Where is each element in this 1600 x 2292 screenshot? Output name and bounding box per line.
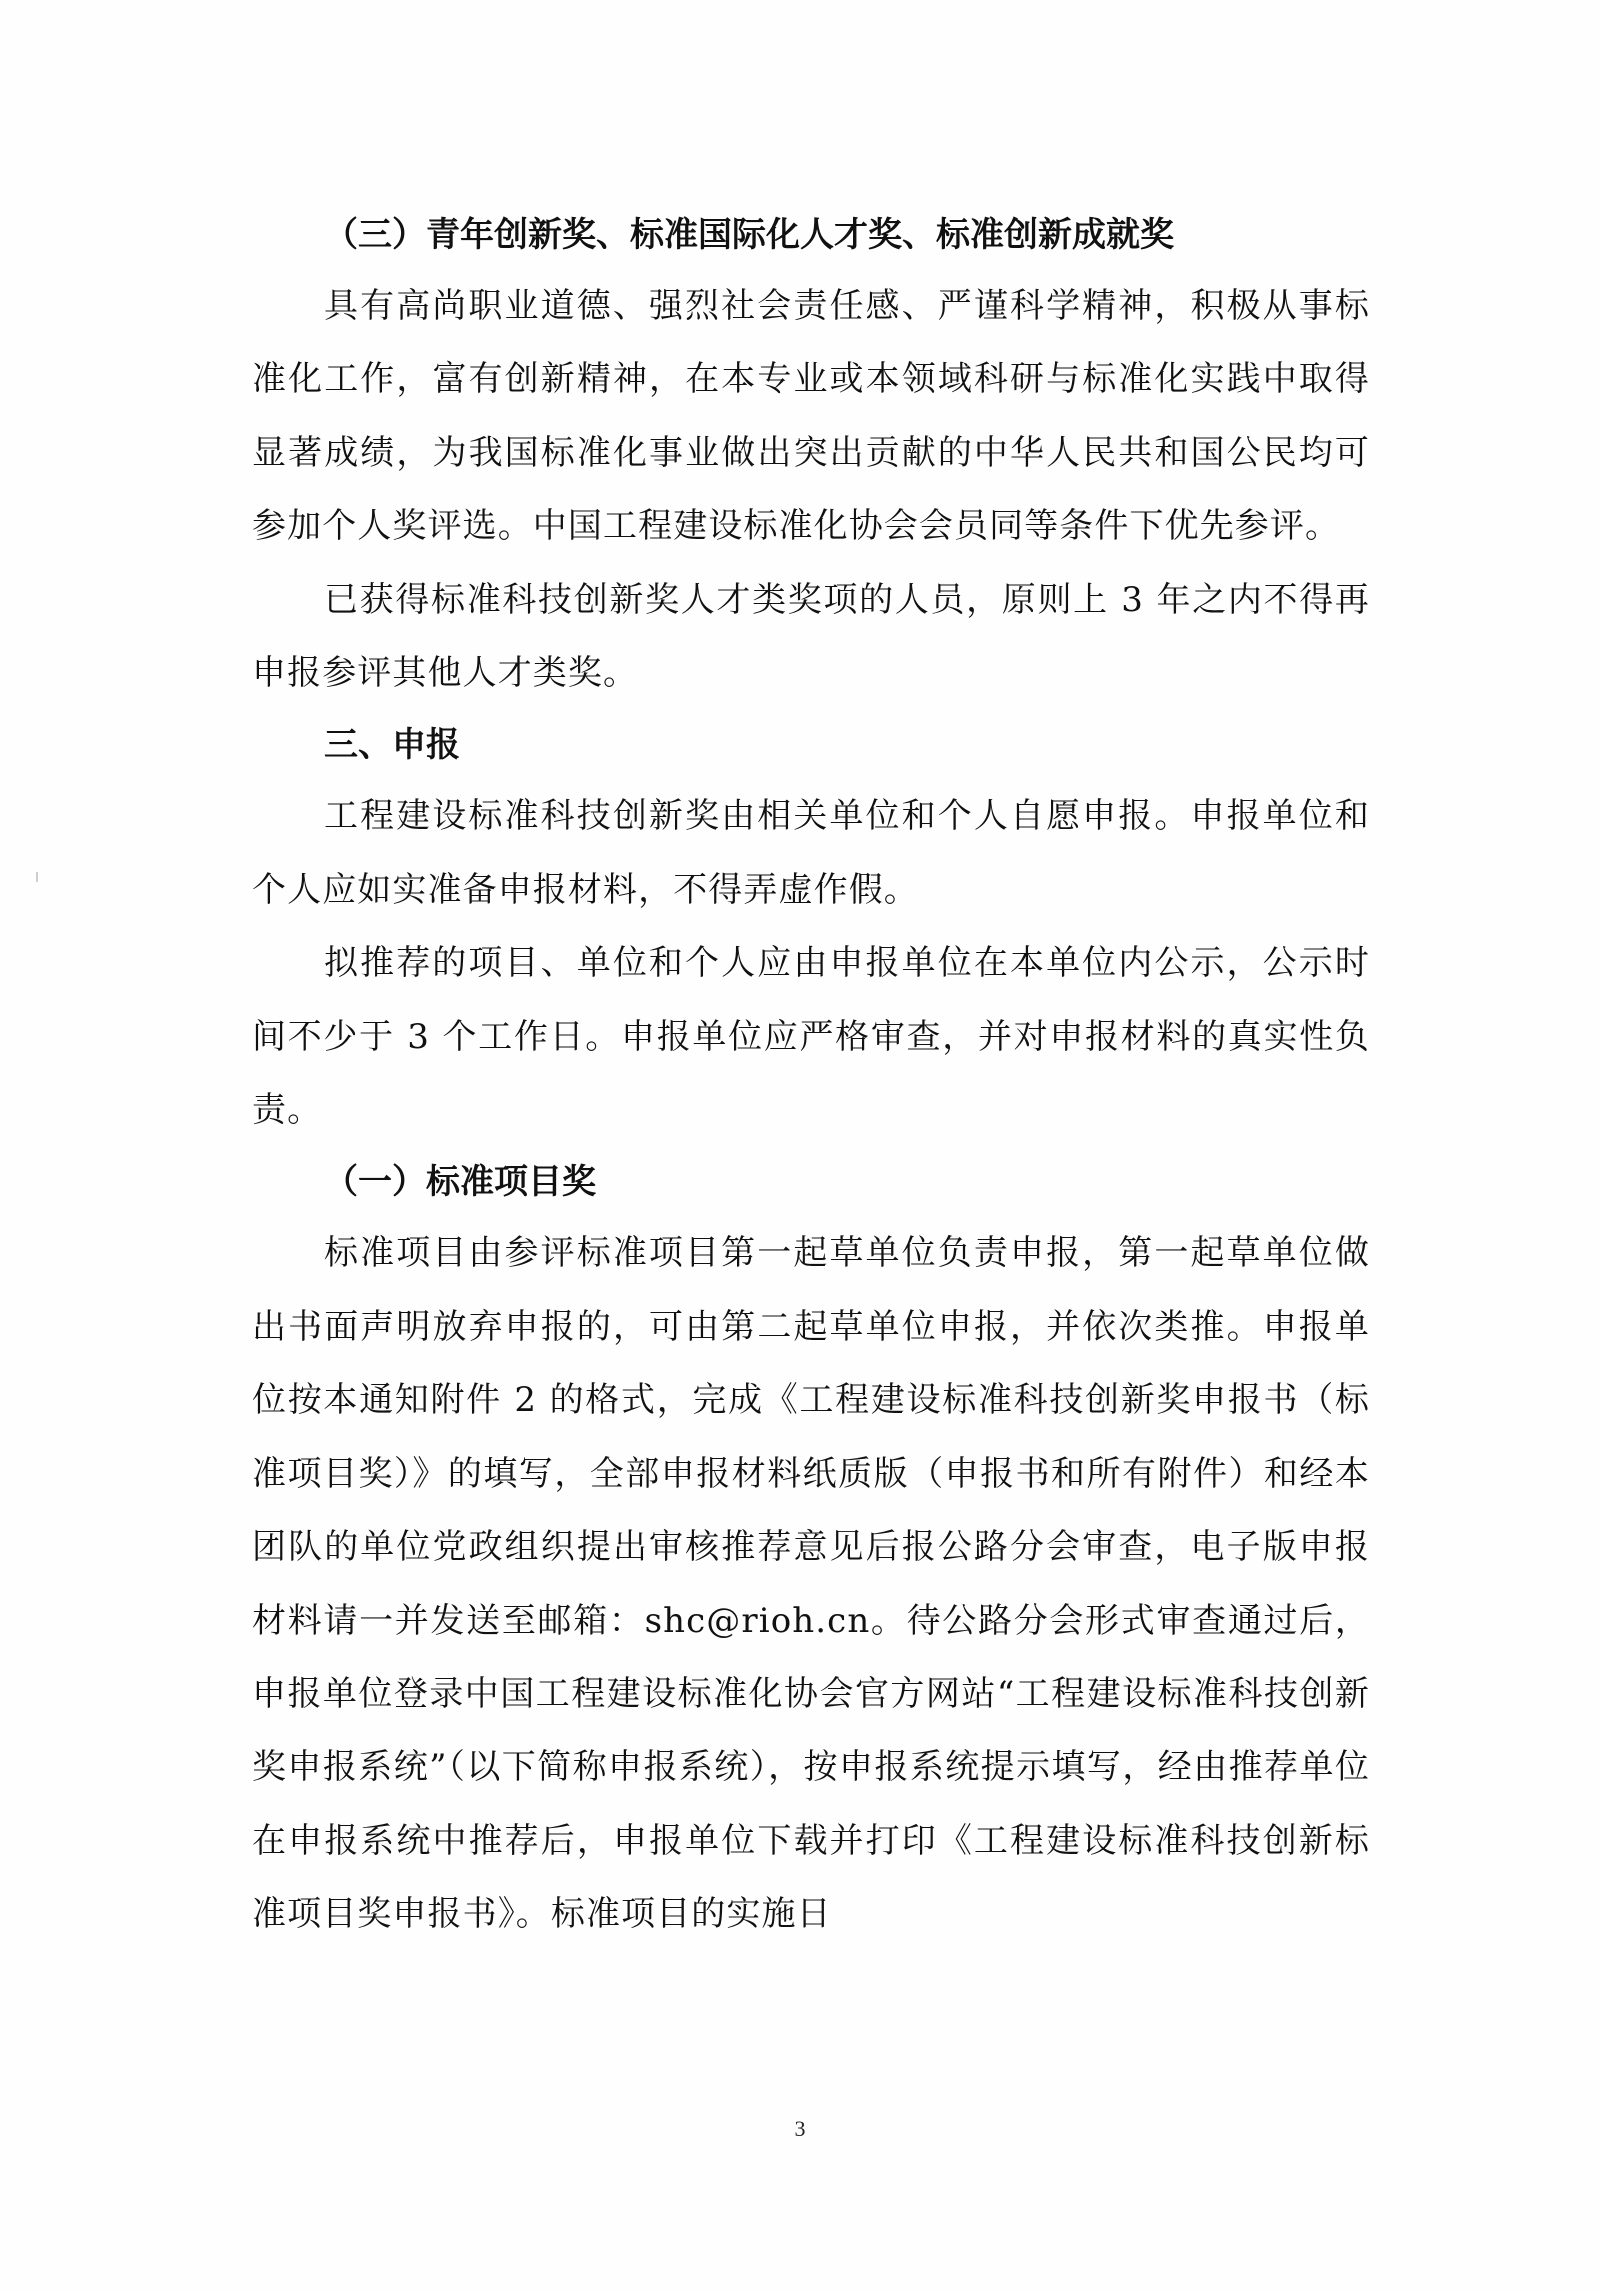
paragraph-voluntary-application: 工程建设标准科技创新奖由相关单位和个人自愿申报。申报单位和个人应如实准备申报材料，不得弄虚作假。 bbox=[252, 796, 1370, 910]
document-body bbox=[252, 200, 1370, 1952]
scan-speck bbox=[36, 872, 38, 882]
paragraph-project-application-procedure: 标准项目由参评标准项目第一起草单位负责申报，第一起草单位做出书面声明放弃申报的，可由第二起草单位申报，并依次类推。申报单位按本通知附件 2 的格式，完成《工程建设标准科技创新奖申报书（标准项目奖）》的填写，全部申报材料纸质版（申报书和所有附件）和经本团队的单位党政组织提出审核推荐意见后报公路分会审查，电子版申报材料请一并发送至邮箱：shc@rioh.cn。待公路分会形式审查通过后，申报单位登录中国工程建设标准化协会官方网站“工程建设标准科技创新奖申报系统”（以下简称申报系统），按申报系统提示填写，经由推荐单位在申报系统中推荐后，申报单位下载并打印《工程建设标准科技创新标准项目奖申报书》。标准项目的实施日 bbox=[252, 1233, 1370, 1935]
paragraph-eligibility: 具有高尚职业道德、强烈社会责任感、严谨科学精神，积极从事标准化工作，富有创新精神，在本专业或本领域科研与标准化实践中取得显著成绩，为我国标准化事业做出突出贡献的中华人民共和国公民均可参加个人奖评选。中国工程建设标准化协会会员同等条件下优先参评。 bbox=[252, 286, 1370, 547]
section-heading-youth-awards: （三）青年创新奖、标准国际化人才奖、标准创新成就奖 bbox=[324, 215, 1174, 255]
page-number: 3 bbox=[794, 2116, 806, 2141]
section-heading-standard-project-award: （一）标准项目奖 bbox=[324, 1162, 596, 1203]
section-heading-application: 三、申报 bbox=[324, 725, 460, 766]
paragraph-restriction: 已获得标准科技创新奖人才类奖项的人员，原则上 3 年之内不得再申报参评其他人才类奖。 bbox=[252, 579, 1370, 694]
paragraph-publicity: 拟推荐的项目、单位和个人应由申报单位在本单位内公示，公示时间不少于 3 个工作日。申报单位应严格审查，并对申报材料的真实性负责。 bbox=[252, 943, 1370, 1131]
